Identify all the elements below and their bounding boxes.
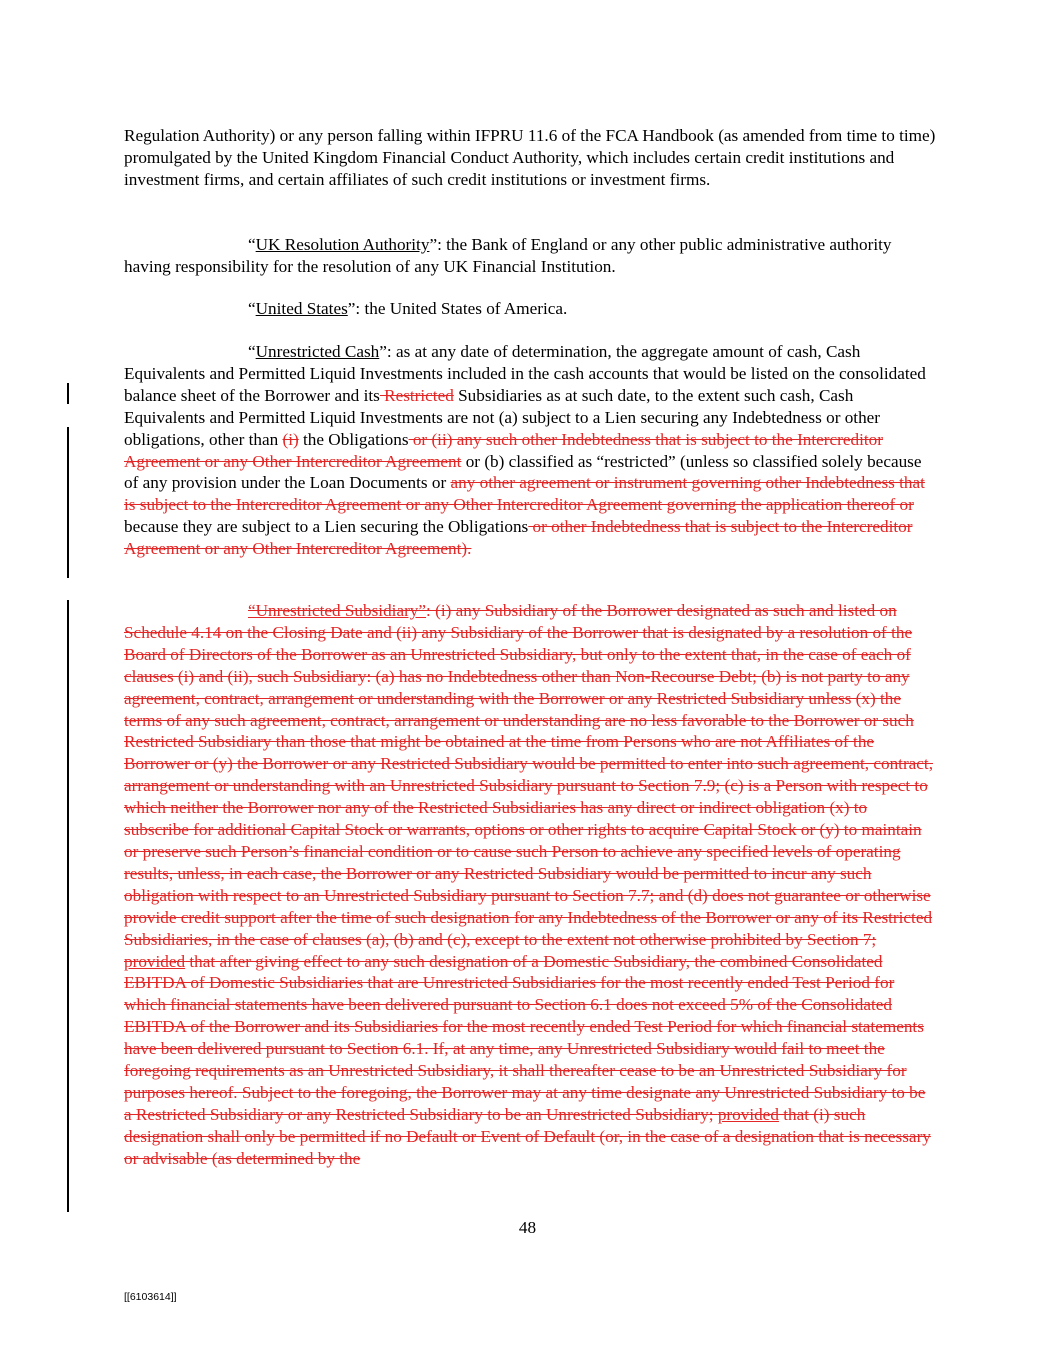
deleted-text: (i) [282, 429, 299, 449]
deleted-text: that after giving effect to any such designation of a Domestic Subsidiary, the combined Consolidated EBITDA of Domestic Subsidiaries that are Unrestricted Subsidiaries for the most recently ended Test Period for which financial statements have been delivered pursuant to Section 6.1 does not exceed 5% of the Consolidated EBITDA of the Borrower and its Subsidiaries for the most recently ended Test Period for which financial statements have been delivered pursuant to Section 6.1. If, at any time, any Unrestricted Subsidiary would fail to meet the foregoing requirements as an Unrestricted Subsidiary, it shall thereafter cease to be an Unrestricted Subsidiary for purposes hereof. Subject to the foregoing, the Borrower may at any time designate any Unrestricted Subsidiary to be a Restricted Subsidiary or any Restricted Subsidiary to be an Unrestricted Subsidiary; [124, 951, 926, 1124]
open-quote: “ [248, 342, 256, 361]
definition-unrestricted-subsidiary-deleted [124, 600, 936, 1170]
defined-term: Unrestricted Cash [255, 342, 380, 361]
definition-text: ”: the United States of America. [347, 299, 568, 318]
deleted-text: : (i) any Subsidiary of the Borrower designated as such and listed on Schedule 4.14 on the Closing Date and (ii) any Subsidiary of the Borrower that is designated by a resolution of the Board of Directors of the Borrower as an Unrestricted Subsidiary, but only to the extent that, in the case of each of clauses (i) and (ii), such Subsidiary: (a) has no Indebtedness other than Non-Recourse Debt; (b) is not party to any agreement, contract, arrangement or understanding with the Borrower or any Restricted Subsidiary unless (x) the terms of any such agreement, contract, arrangement or understanding are no less favorable to the Borrower or such Restricted Subsidiary than those that might be obtained at the time from Persons who are not Affiliates of the Borrower or (y) the Borrower or any Restricted Subsidiary would be permitted to enter into such agreement, contract, arrangement or understanding with an Unrestricted Subsidiary pursuant to Section 7.9; (c) is a Person with respect to which neither the Borrower nor any of the Restricted Subsidiaries has any direct or indirect obligation (x) to subscribe for additional Capital Stock or warrants, options or other rights to acquire Capital Stock or (y) to maintain or preserve such Person’s financial condition or to cause such Person to achieve any specified levels of operating results, unless, in each case, the Borrower or any Restricted Subsidiary would be permitted to incur any such obligation with respect to an Unrestricted Subsidiary pursuant to Section 7.7; and (d) does not guarantee or otherwise provide credit support after the time of such designation for any Indebtedness of the Borrower or any of its Restricted Subsidiaries, in the case of clauses (a), (b) and (c), except to the extent not otherwise prohibited by Section 7; [124, 601, 933, 949]
deleted-provided: provided [124, 951, 186, 971]
deleted-text: or (ii) any such other Indebtedness that is subject to the Intercreditor Agreement or any Other Intercreditor Agreement [124, 429, 883, 471]
deleted-provided: provided [717, 1104, 779, 1124]
definition-text: because they are subject to a Lien securing the Obligations [124, 517, 529, 537]
change-bar [67, 383, 69, 404]
definition-text: or (b) classified as “restricted” (unless so classified solely because of any provision under the Loan Documents or [124, 451, 922, 493]
open-quote: “ [248, 235, 256, 254]
paragraph-continuation [124, 125, 936, 191]
defined-term: United States [255, 299, 348, 318]
definition-text: ”: as at any date of determination, the aggregate amount of cash, Cash Equivalents and Permitted Liquid Investments included in the cash accounts that would be listed on the consolidated balance sheet of the Borrower and its [124, 342, 926, 405]
deleted-text: or other Indebtedness that is subject to the Intercreditor Agreement or any Other Intercreditor Agreement). [124, 517, 913, 559]
definition-uk-resolution-authority [124, 234, 936, 278]
deleted-text: that (i) such designation shall only be permitted if no Default or Event of Default (or, in the case of a designation that is necessary or advisable (as determined by the [124, 1104, 931, 1168]
definition-text: the Obligations [298, 429, 409, 449]
defined-term: UK Resolution Authority [255, 235, 430, 254]
deleted-defined-term: “Unrestricted Subsidiary” [248, 601, 427, 620]
deleted-text: any other agreement or instrument governing other Indebtedness that is subject to the Intercreditor Agreement or any Other Intercreditor Agreement governing the application thereof or [124, 473, 925, 515]
definition-text: Subsidiaries as at such date, to the extent such cash, Cash Equivalents and Permitted Liquid Investments are not (a) subject to a Lien securing any Indebtedness or other obligations, other than [124, 385, 881, 449]
paragraph-text: Regulation Authority) or any person falling within IFPRU 11.6 of the FCA Handbook (as amended from time to time) promulgated by the United Kingdom Financial Conduct Authority, which includes certain credit institutions and investment firms, and certain affiliates of such credit institutions or investment firms. [124, 126, 936, 189]
page-number: 48 [518, 1218, 537, 1237]
open-quote: “ [248, 299, 256, 318]
document-id: [[6103614]] [124, 1291, 177, 1303]
change-bar [67, 600, 69, 1212]
change-bar [67, 427, 69, 578]
definition-unrestricted-cash [124, 341, 936, 560]
deleted-text: Restricted [379, 385, 454, 405]
definition-united-states [124, 298, 936, 320]
definition-text: ”: the Bank of England or any other public administrative authority having responsibility for the resolution of any UK Financial Institution. [124, 235, 892, 276]
